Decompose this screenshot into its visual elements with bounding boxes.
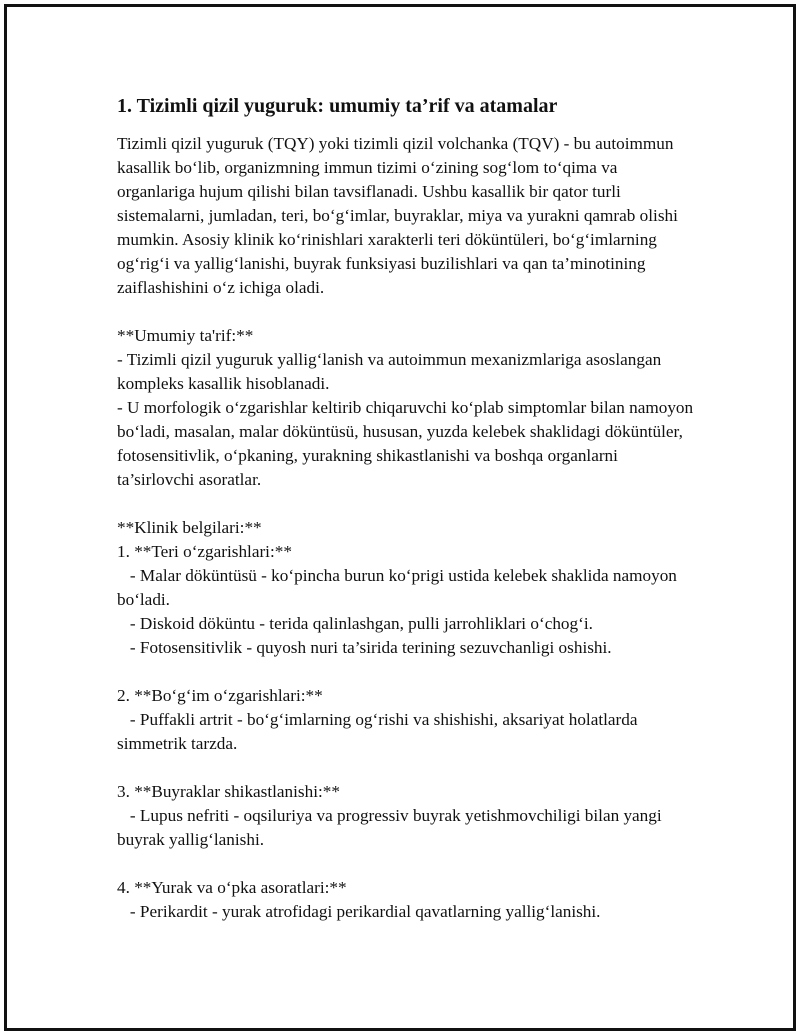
- document-content: [117, 94, 697, 924]
- document-title: 1. Tizimli qizil yuguruk: umumiy ta’rif va atamalar: [117, 95, 558, 117]
- document-body: Tizimli qizil yuguruk (TQY) yoki tizimli qizil volchanka (TQV) - bu autoimmun kasallik bo‘lib, organizmning immun tizimi o‘zining sog‘lom to‘qima va organlariga hujum qilishi bilan tavsiflanadi. Ushbu kasallik bir qator turli sistemalarni, jumladan, teri, bo‘g‘imlar, buyraklar, miya va yurakni qamrab olishi mumkin. Asosiy klinik ko‘rinishlari xarakterli teri döküntüleri, bo‘g‘imlarning og‘rig‘i va yallig‘lanishi, buyrak funksiyasi buzilishlari va qan ta’minotining zaiflashishini o‘z ichiga oladi. **Umumiy ta'rif:** - Tizimli qizil yuguruk yallig‘lanish va autoimmun mexanizmlariga asoslangan kompleks kasallik hisoblanadi. - U morfologik o‘zgarishlar keltirib chiqaruvchi ko‘plab simptomlar bilan namoyon bo‘ladi, masalan, malar döküntüsü, hususan, yuzda kelebek shaklidagi döküntüler, fotosensitivlik, o‘pkaning, yurakning shikastlanishi va boshqa organlarni ta’sirlovchi asoratlar. **Klinik belgilari:** 1. **Teri o‘zgarishlari:** - Malar döküntüsü - ko‘pincha burun ko‘prigi ustida kelebek shaklida namoyon bo‘ladi. - Diskoid döküntu - terida qalinlashgan, pulli jarrohliklari o‘chog‘i. - Fotosensitivlik - quyosh nuri ta’sirida terining sezuvchanligi oshishi. 2. **Bo‘g‘im o‘zgarishlari:** - Puffakli artrit - bo‘g‘imlarning og‘rishi va shishishi, aksariyat holatlarda simmetrik tarzda. 3. **Buyraklar shikastlanishi:** - Lupus nefriti - oqsiluriya va progressiv buyrak yetishmovchiligi bilan yangi buyrak yallig‘lanishi. 4. **Yurak va o‘pka asoratlari:** - Perikardit - yurak atrofidagi perikardial qavatlarning yallig‘lanishi.: [117, 134, 694, 921]
